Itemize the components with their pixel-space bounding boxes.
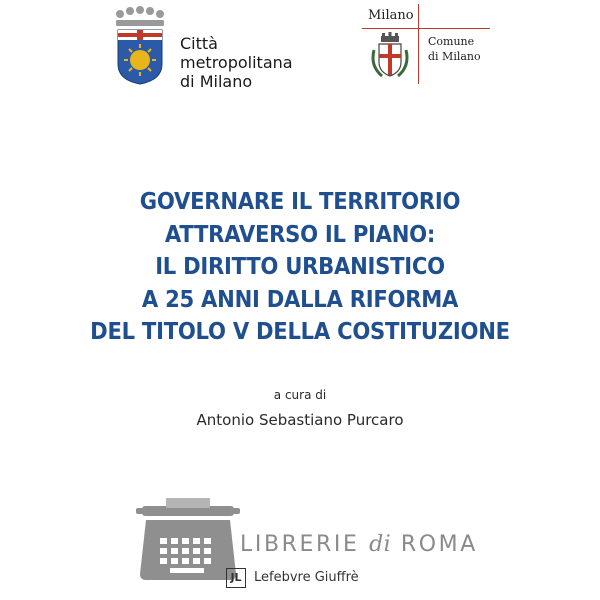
watermark-text [240,532,478,557]
watermark-word: LIBRERIE [240,532,360,557]
book-title [79,186,521,349]
logo-divider-vertical [418,4,419,84]
city-emblem-icon [108,6,172,86]
publisher-logo [226,568,386,590]
metropolitan-city-name [180,34,293,91]
title-line: ATTRAVERSO IL PIANO: [164,221,436,248]
publisher-mark-icon: JL [226,568,246,588]
logo-divider-horizontal [362,28,490,29]
edited-by-label: a cura di [273,388,327,402]
publisher-name: Lefebvre Giuffrè [254,570,359,585]
comune-name-line: Comune [428,35,475,48]
metropolitan-city-line: metropolitana [180,53,293,72]
metropolitan-city-line: di Milano [180,72,253,91]
metropolitan-city-logo [108,6,308,91]
title-line: DEL TITOLO V DELLA COSTITUZIONE [90,319,510,346]
comune-di-milano-logo [362,4,492,86]
title-line: A 25 ANNI DALLA RIFORMA [141,286,459,313]
comune-name [428,34,481,64]
comune-name-line: di Milano [428,50,481,63]
typewriter-icon [136,498,240,582]
metropolitan-city-line: Città [180,34,218,53]
title-line: IL DIRITTO URBANISTICO [155,254,445,281]
watermark-word: di [369,532,392,557]
watermark-word: ROMA [400,532,478,557]
editor-name: Antonio Sebastiano Purcaro [196,411,404,429]
milan-seal-icon [368,32,412,80]
comune-city-name: Milano [368,8,414,23]
title-line: GOVERNARE IL TERRITORIO [139,189,461,215]
